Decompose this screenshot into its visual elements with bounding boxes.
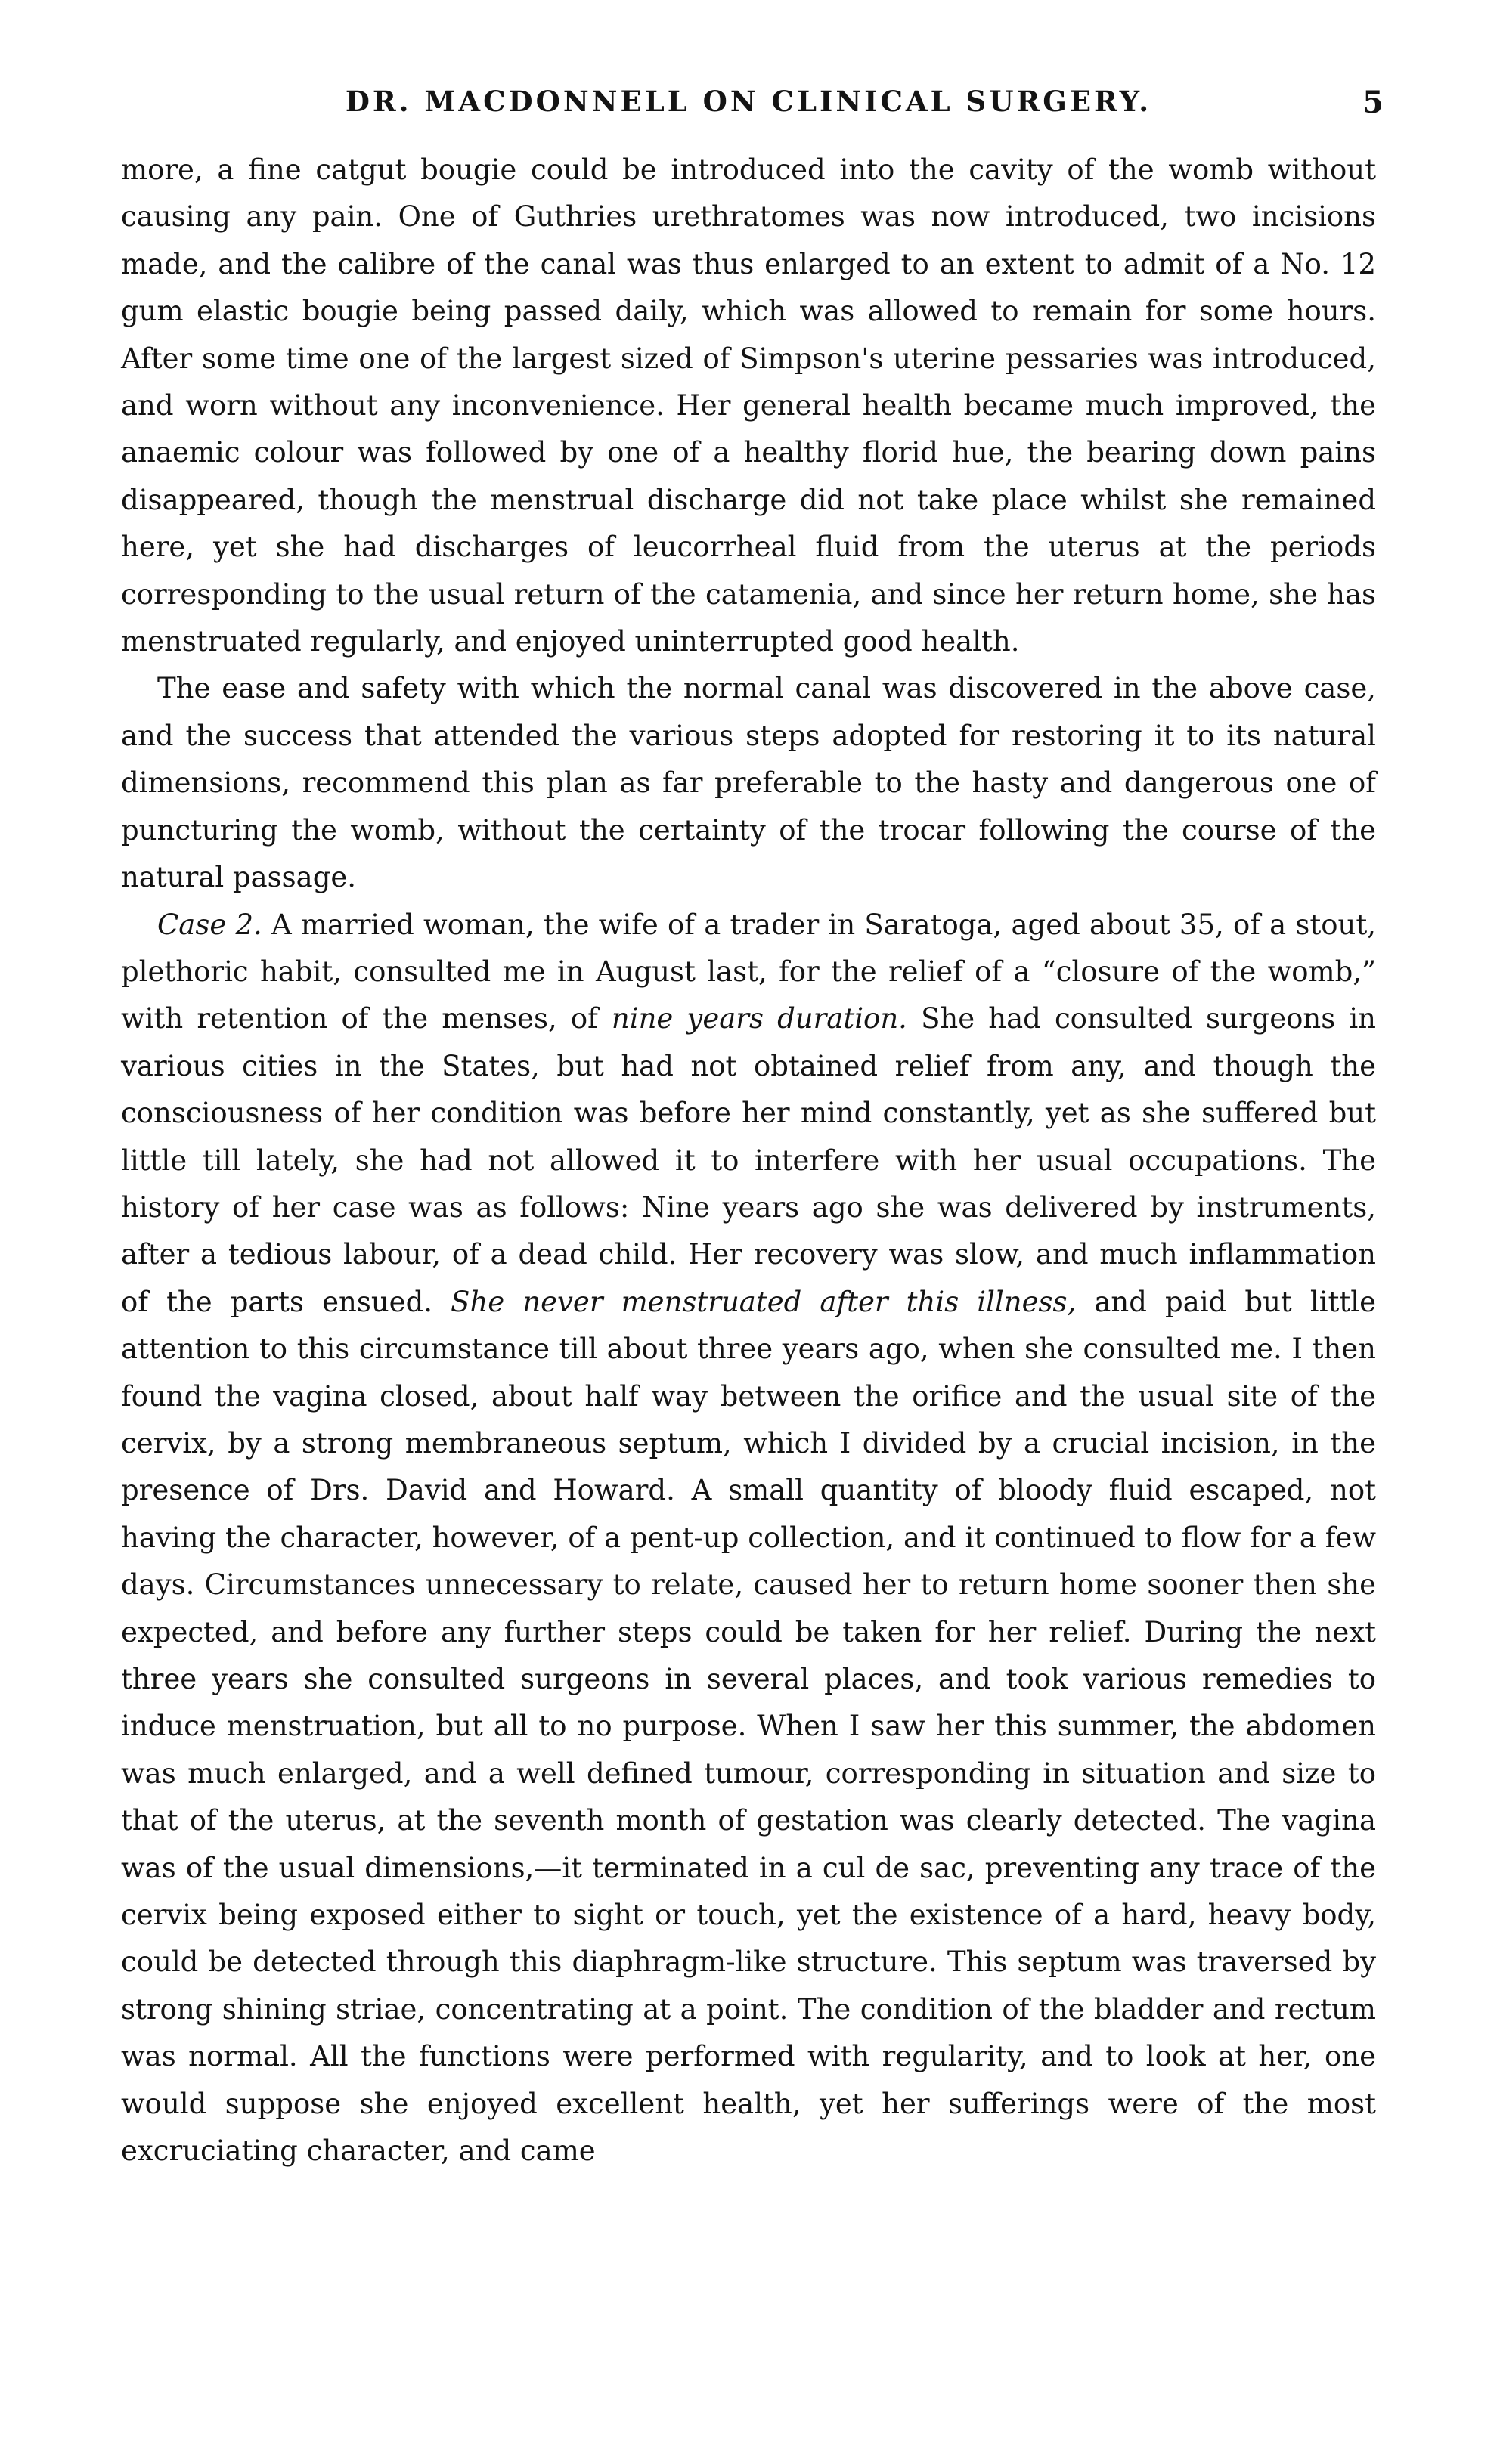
paragraph-continuation: more, a fine catgut bougie could be introduced into the cavity of the womb without causing any pain. One of Guthries urethratomes was now introduced, two incisions made, and the calibre of the canal was thus enlarged to an extent to admit of a No. 12 gum elastic bougie being passed daily, which was allowed to remain for some hours. After some time one of the largest sized of Simpson's uterine pessaries was introduced, and worn without any inconvenience. Her general health became much improved, the anaemic colour was followed by one of a healthy florid hue, the bearing down pains disappeared, though the menstrual discharge did not take place whilst she remained here, yet she had discharges of leucorrheal fluid from the uterus at the periods corresponding to the usual return of the catamenia, and since her return home, she has menstruated regularly, and enjoyed uninterrupted good health. — [121, 153, 1376, 658]
running-title: DR. MACDONNELL ON CLINICAL SURGERY. — [345, 85, 1152, 118]
case-2-text-part-2: She had consulted surgeons in various cities in the States, but had not obtained relief from any, and though the consciousness of her condition was before her mind constantly, yet as she suffered but little till lately, she had not allowed it to interfere with her usual occupations. The history of her case was as follows: Nine years ago she was delivered by instruments, after a tedious labour, of a dead child. Her recovery was slow, and much inflammation of the parts ensued. — [121, 1002, 1376, 1318]
paragraph-ease-and-safety: The ease and safety with which the normal canal was discovered in the above case, and the success that attended the various steps adopted for restoring it to its natural dimensions, recommend this plan as far preferable to the hasty and dangerous one of puncturing the womb, without the certainty of the trocar following the course of the natural passage. — [121, 672, 1376, 894]
case-2-emphasis-duration: nine years duration. — [611, 1002, 907, 1035]
page-number: 5 — [1362, 85, 1384, 120]
case-2-emphasis-never-menstruated: She never menstruated after this illness, — [451, 1285, 1077, 1318]
case-2-text-part-1: A married woman, the wife of a trader in Saratoga, aged about 35, of a stout, plethoric habit, consulted me in August last, for the relief of a “closure of the womb,” with retention of the menses, of — [121, 908, 1376, 1035]
body-text — [121, 147, 1376, 2175]
case-label: Case 2. — [157, 908, 262, 941]
running-head — [113, 85, 1384, 130]
case-2-text-part-3: and paid but little attention to this circumstance till about three years ago, when she consulted me. I then found the vagina closed, about half way between the orifice and the usual site of the cervix, by a strong membraneous septum, which I divided by a crucial incision, in the presence of Drs. David and Howard. A small quantity of bloody fluid escaped, not having the character, however, of a pent-up collection, and it continued to flow for a few days. Circumstances unnecessary to relate, caused her to return home sooner then she expected, and before any further steps could be taken for her relief. During the next three years she consulted surgeons in several places, and took various remedies to induce menstruation, but all to no purpose. When I saw her this summer, the abdomen was much enlarged, and a well defined tumour, corresponding in situation and size to that of the uterus, at the seventh month of gestation was clearly detected. The vagina was of the usual dimensions,—it terminated in a cul de sac, preventing any trace of the cervix being exposed either to sight or touch, yet the existence of a hard, heavy body, could be detected through this diaphragm-like structure. This septum was traversed by strong shining striae, concentrating at a point. The condition of the bladder and rectum was normal. All the functions were performed with regularity, and to look at her, one would suppose she enjoyed excellent health, yet her sufferings were of the most excruciating character, and came — [121, 1285, 1376, 2168]
paragraph-case-2 — [121, 902, 1376, 2175]
